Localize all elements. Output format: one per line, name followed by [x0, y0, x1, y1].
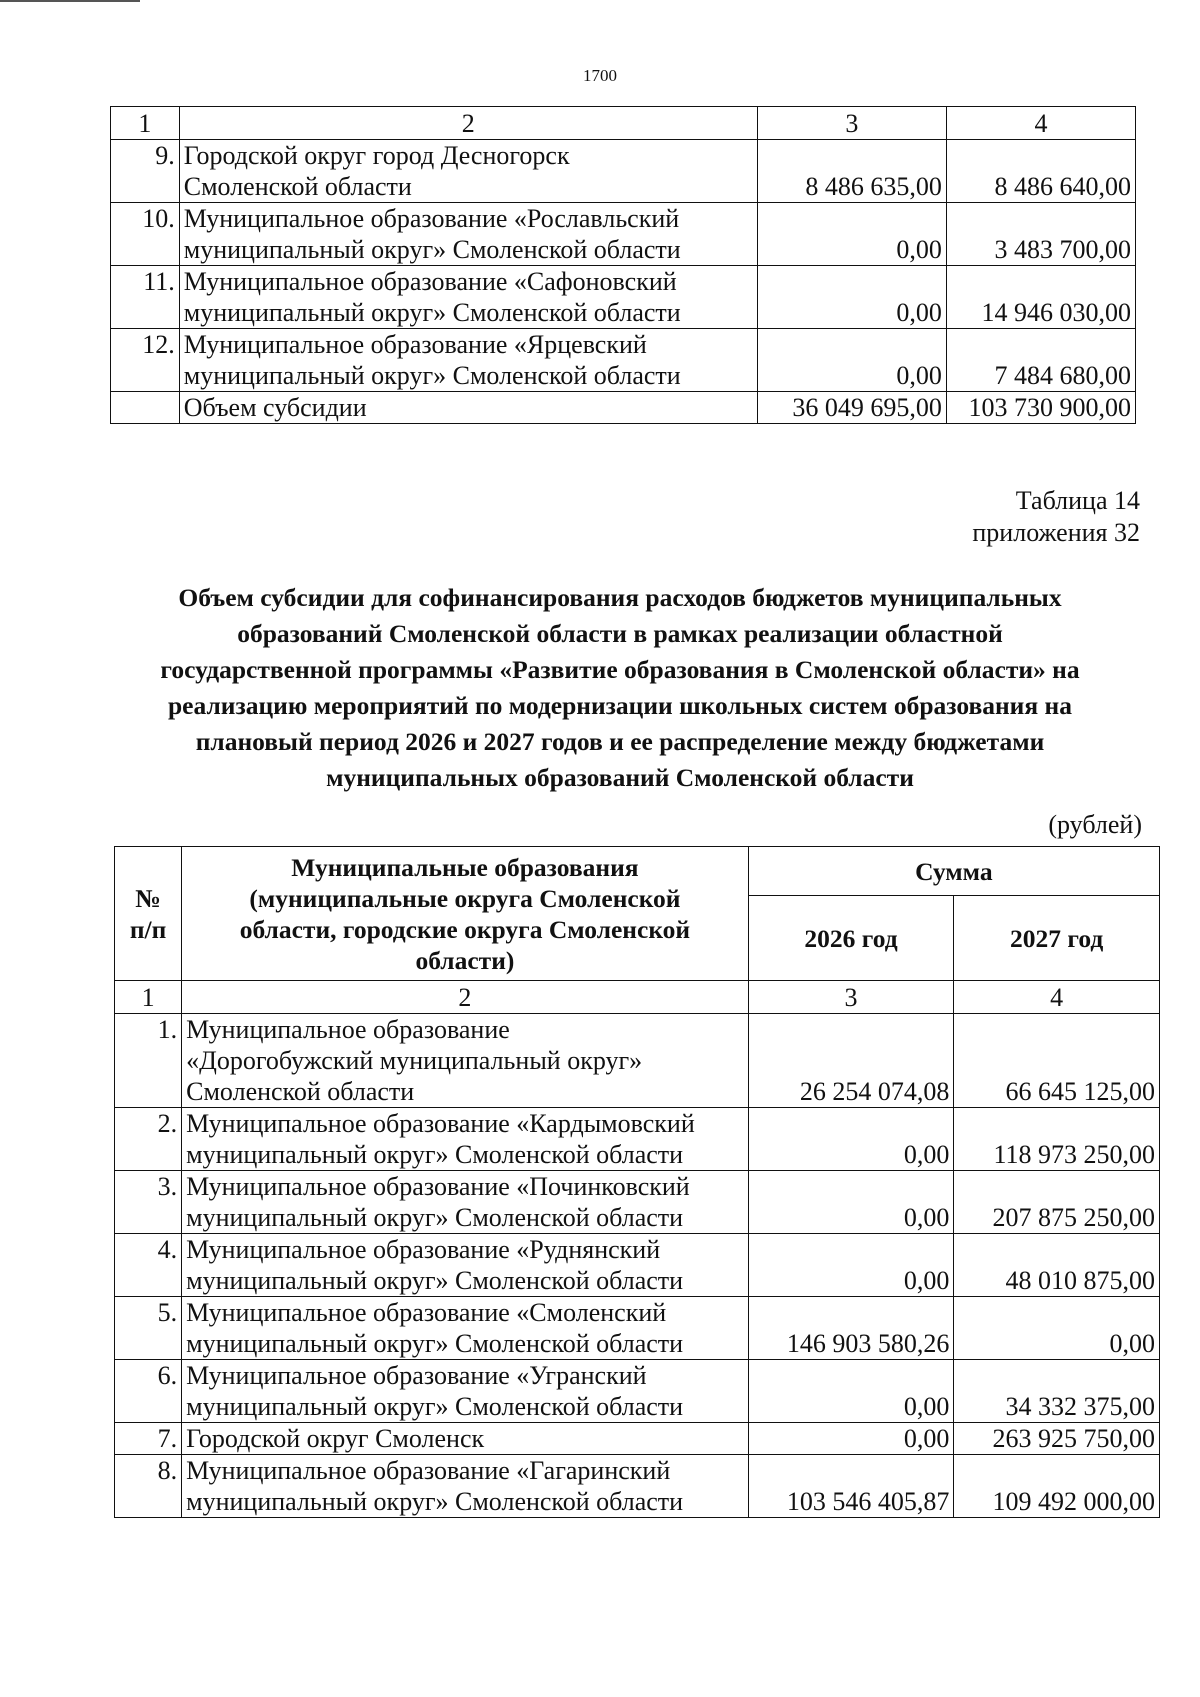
- amount-2026: 0,00: [757, 266, 946, 329]
- municipality-name: Муниципальное образование «Руднянский муниципальный округ» Смоленской области: [182, 1234, 749, 1297]
- table-number: Таблица 14: [1015, 486, 1140, 515]
- row-index: 11.: [111, 266, 180, 329]
- column-number: 4: [946, 107, 1135, 140]
- amount-2026: 0,00: [748, 1234, 954, 1297]
- amount-2027: 118 973 250,00: [954, 1108, 1160, 1171]
- table-row: [115, 1455, 1160, 1518]
- document-title: [100, 580, 1140, 796]
- municipality-name: Муниципальное образование «Починковский муниципальный округ» Смоленской области: [182, 1171, 749, 1234]
- municipality-name: Городской округ Смоленск: [182, 1423, 749, 1455]
- amount-2027: 8 486 640,00: [946, 140, 1135, 203]
- amount-2027: 66 645 125,00: [954, 1014, 1160, 1108]
- amount-2027: 263 925 750,00: [954, 1423, 1160, 1455]
- amount-2027: 14 946 030,00: [946, 266, 1135, 329]
- table-row: [111, 266, 1136, 329]
- table-row: [111, 203, 1136, 266]
- column-number: 3: [757, 107, 946, 140]
- amount-2026: 8 486 635,00: [757, 140, 946, 203]
- municipality-name: Муниципальное образование «Сафоновский муниципальный округ» Смоленской области: [179, 266, 757, 329]
- year-2026-header: 2026 год: [748, 896, 954, 981]
- table-row: [115, 1014, 1160, 1108]
- appendix-reference: приложения 32: [972, 518, 1140, 547]
- amount-2027: 3 483 700,00: [946, 203, 1135, 266]
- table-row: [115, 1108, 1160, 1171]
- column-number: 3: [748, 981, 954, 1014]
- amount-2026: 0,00: [748, 1108, 954, 1171]
- row-index: 12.: [111, 329, 180, 392]
- total-2027: 103 730 900,00: [946, 392, 1135, 424]
- table-label: [972, 485, 1140, 549]
- total-2026: 36 049 695,00: [757, 392, 946, 424]
- amount-2027: 0,00: [954, 1297, 1160, 1360]
- subsidy-table: [114, 846, 1160, 1518]
- amount-2026: 0,00: [748, 1360, 954, 1423]
- row-index: 6.: [115, 1360, 182, 1423]
- municipality-name: Муниципальное образование «Угранский муниципальный округ» Смоленской области: [182, 1360, 749, 1423]
- amount-2027: 48 010 875,00: [954, 1234, 1160, 1297]
- row-index: 9.: [111, 140, 180, 203]
- total-row: [111, 392, 1136, 424]
- table-row: [115, 1360, 1160, 1423]
- amount-2026: 0,00: [757, 203, 946, 266]
- municipality-column-header: Муниципальные образования (муниципальные округа Смоленской области, городские округа Смоленской области): [182, 847, 749, 981]
- amount-2026: 0,00: [757, 329, 946, 392]
- municipality-name: Муниципальное образование «Кардымовский муниципальный округ» Смоленской области: [182, 1108, 749, 1171]
- amount-2026: 26 254 074,08: [748, 1014, 954, 1108]
- page-number: 1700: [583, 66, 617, 85]
- row-index: 1.: [115, 1014, 182, 1108]
- municipality-name: Муниципальное образование «Гагаринский муниципальный округ» Смоленской области: [182, 1455, 749, 1518]
- title-line: образований Смоленской области в рамках реализации областной: [237, 619, 1003, 648]
- row-index: 10.: [111, 203, 180, 266]
- year-2027-header: 2027 год: [954, 896, 1160, 981]
- row-index: 5.: [115, 1297, 182, 1360]
- table-row: [115, 1423, 1160, 1455]
- table-row: [111, 140, 1136, 203]
- row-index: 2.: [115, 1108, 182, 1171]
- row-index: 7.: [115, 1423, 182, 1455]
- municipality-name: Муниципальное образование «Смоленский муниципальный округ» Смоленской области: [182, 1297, 749, 1360]
- table-row: [111, 329, 1136, 392]
- units-label: (рублей): [1048, 810, 1142, 839]
- continued-table: [110, 106, 1136, 424]
- amount-2026: 103 546 405,87: [748, 1455, 954, 1518]
- column-number: 1: [111, 107, 180, 140]
- column-number: 2: [179, 107, 757, 140]
- municipality-name: Муниципальное образование «Рославльский муниципальный округ» Смоленской области: [179, 203, 757, 266]
- title-line: реализацию мероприятий по модернизации школьных систем образования на: [168, 691, 1072, 720]
- column-number: 2: [182, 981, 749, 1014]
- total-label: Объем субсидии: [179, 392, 757, 424]
- table-row: [115, 1234, 1160, 1297]
- municipality-name: Муниципальное образование «Ярцевский муниципальный округ» Смоленской области: [179, 329, 757, 392]
- row-index: 4.: [115, 1234, 182, 1297]
- table-row: [115, 1297, 1160, 1360]
- municipality-name: Городской округ город Десногорск Смоленской области: [179, 140, 757, 203]
- row-index: 3.: [115, 1171, 182, 1234]
- amount-2027: 34 332 375,00: [954, 1360, 1160, 1423]
- row-index: 8.: [115, 1455, 182, 1518]
- column-number-row: [111, 107, 1136, 140]
- table-header-row: [115, 847, 1160, 896]
- table-row: [115, 1171, 1160, 1234]
- sum-column-header: Сумма: [748, 847, 1159, 896]
- column-number: 1: [115, 981, 182, 1014]
- title-line: Объем субсидии для софинансирования расходов бюджетов муниципальных: [178, 583, 1062, 612]
- municipality-name: Муниципальное образование «Дорогобужский муниципальный округ» Смоленской области: [182, 1014, 749, 1108]
- amount-2026: 146 903 580,26: [748, 1297, 954, 1360]
- title-line: муниципальных образований Смоленской области: [326, 763, 914, 792]
- column-number: 4: [954, 981, 1160, 1014]
- amount-2027: 207 875 250,00: [954, 1171, 1160, 1234]
- amount-2027: 109 492 000,00: [954, 1455, 1160, 1518]
- number-column-header: № п/п: [115, 847, 182, 981]
- title-line: государственной программы «Развитие образования в Смоленской области» на: [160, 655, 1080, 684]
- amount-2026: 0,00: [748, 1171, 954, 1234]
- scan-edge-line: [0, 0, 140, 2]
- amount-2026: 0,00: [748, 1423, 954, 1455]
- total-index-cell: [111, 392, 180, 424]
- column-number-row: [115, 981, 1160, 1014]
- amount-2027: 7 484 680,00: [946, 329, 1135, 392]
- title-line: плановый период 2026 и 2027 годов и ее распределение между бюджетами: [195, 727, 1045, 756]
